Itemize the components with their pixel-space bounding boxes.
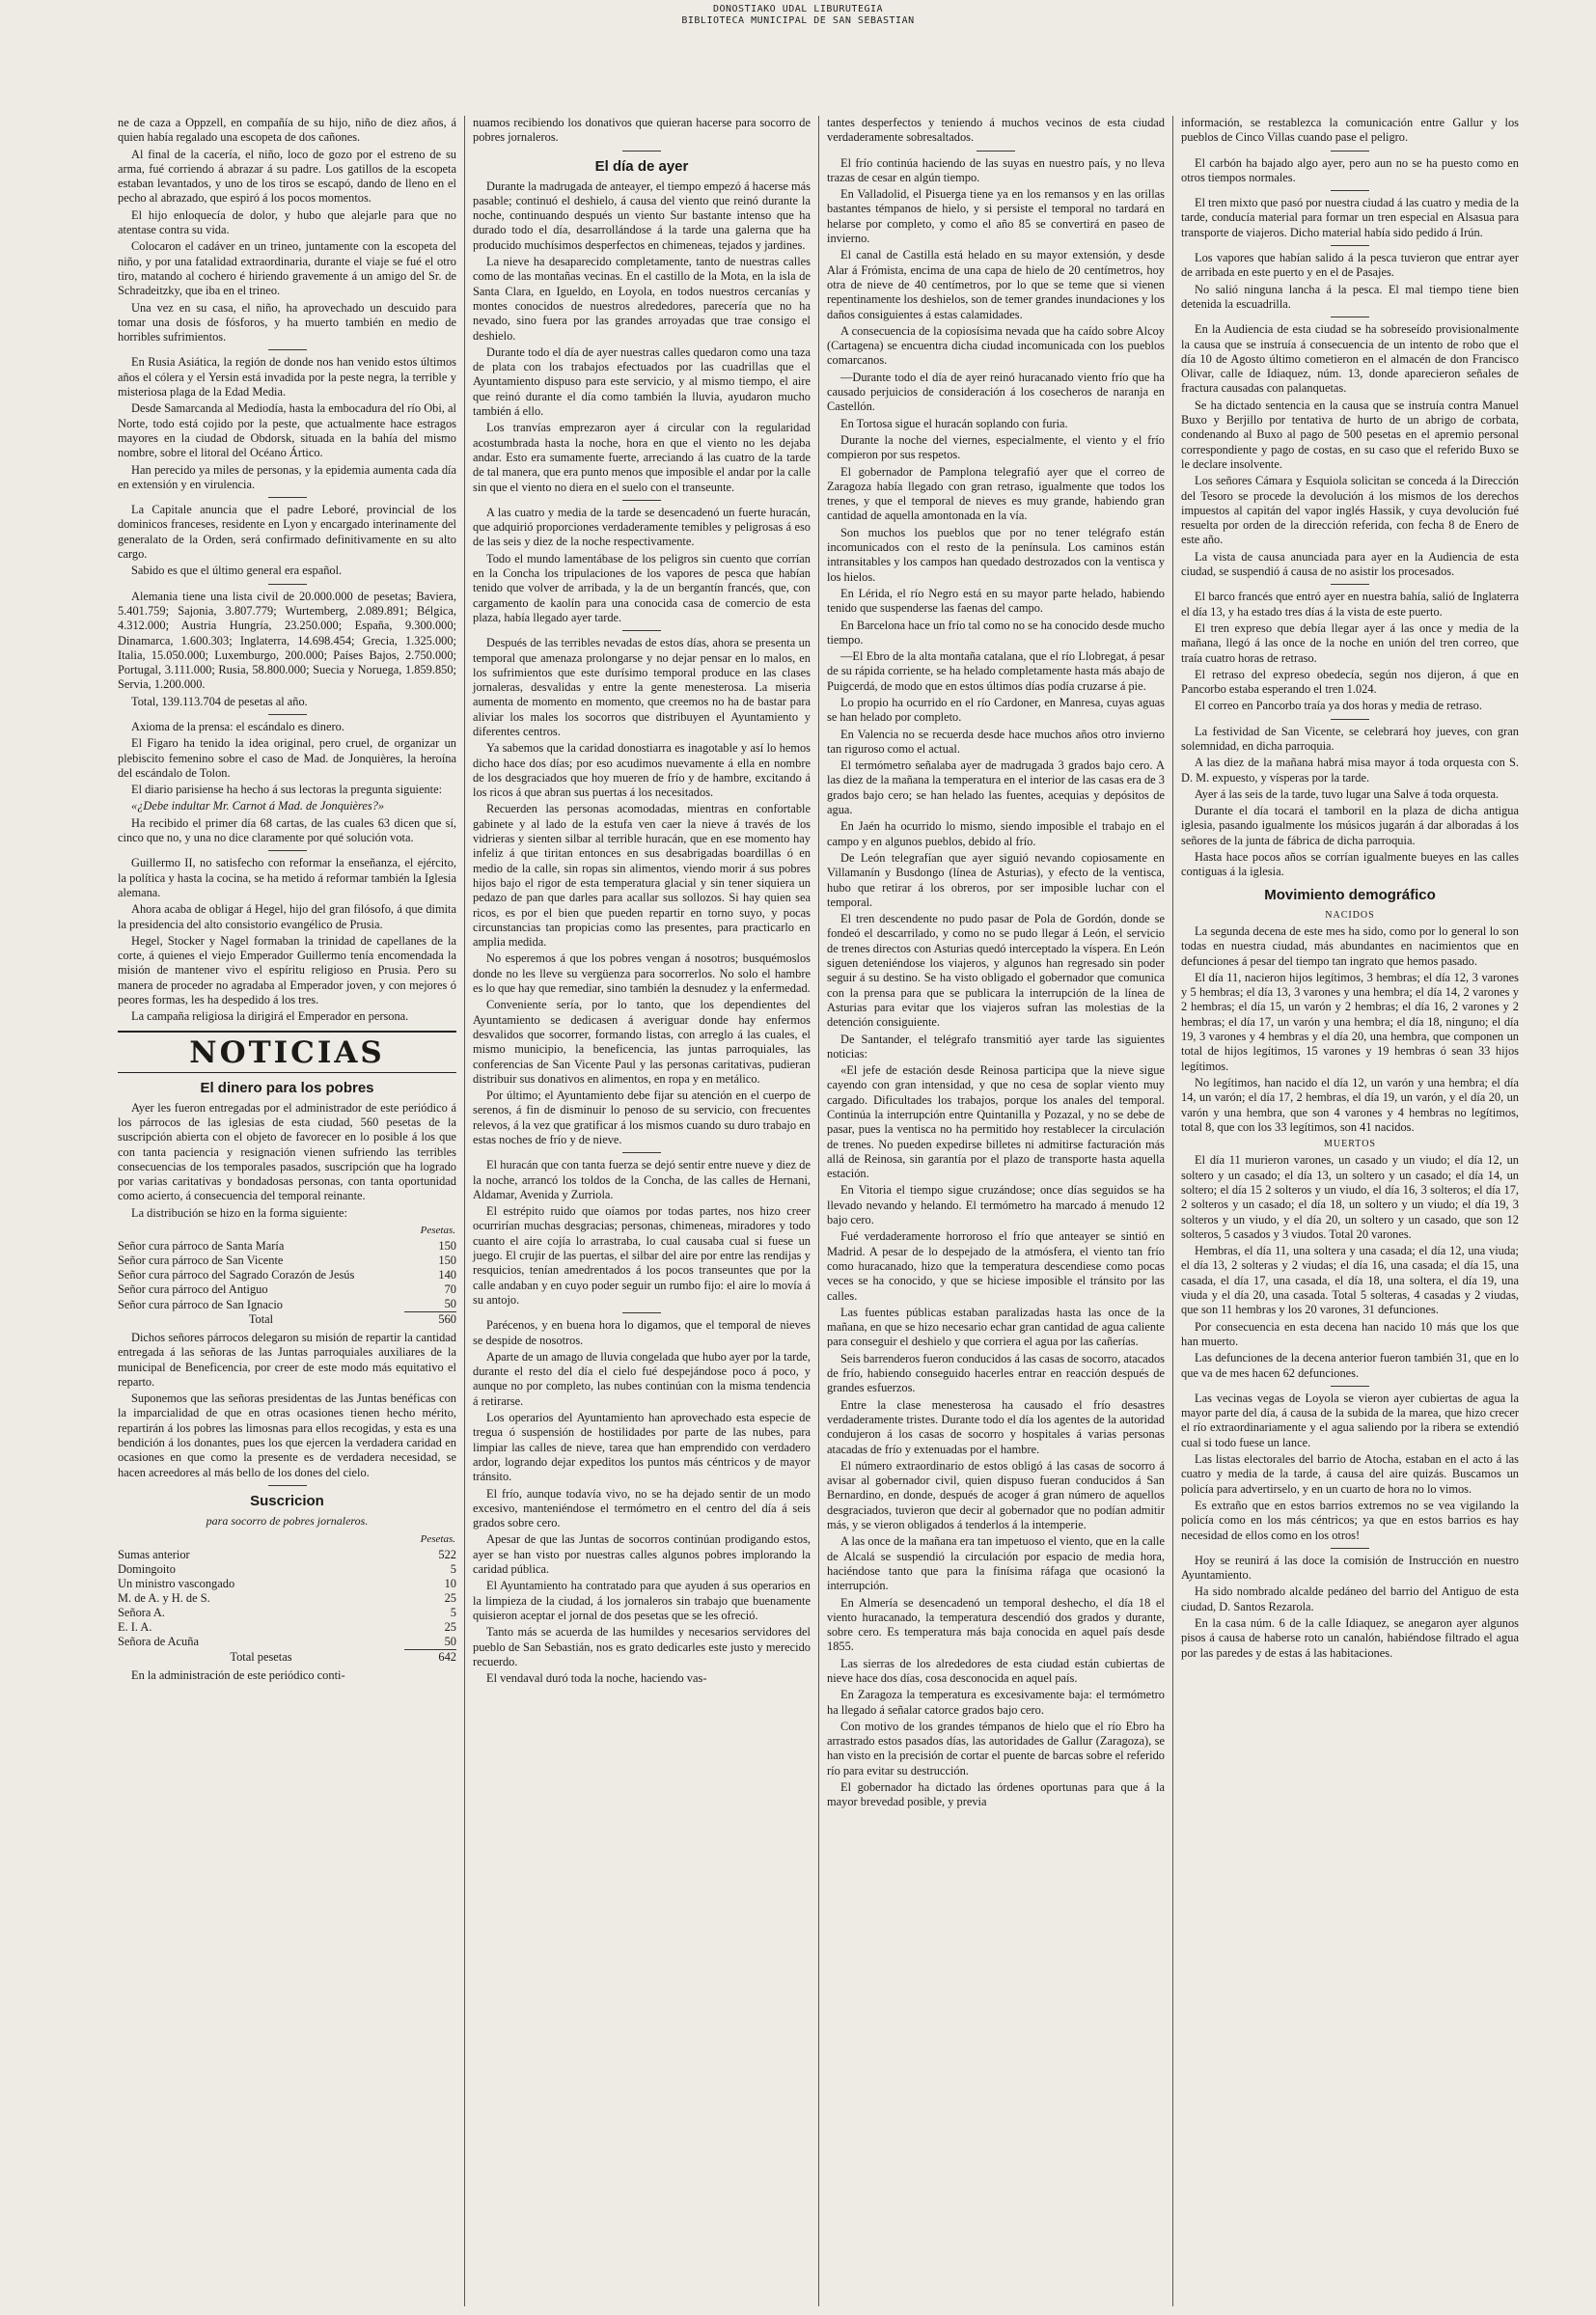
paragraph: Dichos señores párrocos delegaron su misión de repartir la cantidad entregada á las señoras de las Juntas parroquiales auxiliares de la municipal de Beneficencia, por creer de este modo más equitativo el reparto. bbox=[118, 1331, 456, 1389]
paragraph: El hijo enloquecía de dolor, y hubo que alejarle para que no atentase contra su vida. bbox=[118, 207, 456, 237]
subscription-table bbox=[118, 1531, 456, 1665]
ledger-name: Señor cura párroco de San Ignacio bbox=[118, 1297, 283, 1311]
paragraph: El Ayuntamiento ha contratado para que ayuden á sus operarios en la limpieza de la ciudad, á los jornaleros sin trabajo que buenamente quisieron aceptar el jornal de dos pesetas que se les ofreció. bbox=[473, 1579, 811, 1622]
total-amount: 642 bbox=[404, 1649, 456, 1665]
divider bbox=[1331, 1548, 1369, 1549]
paragraph: A consecuencia de la copiosísima nevada que ha caído sobre Alcoy (Cartagena) se encuentra dicha ciudad incomunicada con los pueblos comarcanos. bbox=[827, 323, 1165, 368]
distribution-table bbox=[118, 1223, 456, 1327]
paragraph: En Almería se desencadenó un temporal deshecho, el día 18 el viento huracanado, la temperatura descendió dos grados y durante, sobre cero. Es temperatura más baja conocida en aquel país desde 1855. bbox=[827, 1595, 1165, 1654]
donor-amount: 5 bbox=[450, 1561, 456, 1576]
divider bbox=[977, 151, 1015, 152]
section-rule bbox=[118, 1031, 456, 1033]
paragraph: El vendaval duró toda la noche, haciendo vas- bbox=[486, 1671, 707, 1686]
paragraph: Por último; el Ayuntamiento debe fijar su atención en el cuerpo de serenos, á fin de disminuir lo penoso de su servicio, con frecuentes relevos, á la vez que gratificar á los mismos cuando su duro trabajo en estas noches de frío y de nieve. bbox=[473, 1089, 811, 1146]
paragraph: Guillermo II, no satisfecho con reformar la enseñanza, el ejército, la política y hasta la cocina, se ha metido á reformar también la Iglesia alemana. bbox=[118, 856, 456, 899]
divider bbox=[622, 630, 661, 631]
paragraph: Apesar de que las Juntas de socorros continúan prodigando estos, ayer se han visto por nuestras calles algunos pobres implorando la caridad pública. bbox=[473, 1532, 811, 1577]
library-stamp-line2: BIBLIOTECA MUNICIPAL DE SAN SEBASTIAN bbox=[681, 15, 915, 26]
paragraph: Aparte de un amago de lluvia congelada que hubo ayer por la tarde, durante el resto del día el cielo fué despejándose poco á poco, y aunque no por completo, las nubes continúan con la misma tendencia á retirarse. bbox=[473, 1349, 811, 1408]
paragraph: Durante el día tocará el tamboril en la plaza de dicha antigua iglesia, pasando igualmente los músicos jugarán á dar alboradas á los señores de la junta de fábrica de dicha parroquia. bbox=[1181, 804, 1519, 847]
paragraph: En Vitoria el tiempo sigue cruzándose; once días seguidos se ha llevado nevando y helando. El termómetro ha marcado á menudo 12 bajo cero. bbox=[827, 1183, 1165, 1227]
table-row bbox=[118, 1577, 456, 1591]
donor-name: E. I. A. bbox=[118, 1619, 152, 1634]
paragraph: Hembras, el día 11, una soltera y una casada; el día 12, una viuda; el día 13, 2 solteras y 2 viudas; el día 16, una casada; el día 15, una casada, el día 17, una casada, el día 18, una soltera, el día 19, una viuda y el día 20, una casada. Total 5 solteras, 4 casadas y 2 viudas, que son 11 hembras y los 20 varones, 31 defunciones. bbox=[1181, 1244, 1519, 1317]
paragraph: La nieve ha desaparecido completamente, tanto de nuestras calles como de las montañas vecinas. En el castillo de la Mota, en la isla de Santa Clara, en Igueldo, en Loyola, en todos nuestros cercanías y montes conocidos de nuestros alrededores, parecería que no ha nevado, sino fuera por las grandes arroyadas que trae consigo el deshielo. bbox=[473, 255, 811, 343]
paragraph: En Valladolid, el Pisuerga tiene ya en los remansos y en las orillas bastantes témpanos de hielo, y si persiste el temporal no tardará en helarse por completo, y como el año 85 se convertirá en paseo de invierno. bbox=[827, 187, 1165, 246]
paragraph: Total, 139.113.704 de pesetas al año. bbox=[131, 694, 308, 708]
paragraph: La Capitale anuncia que el padre Leboré, provincial de los dominicos franceses, residente en Lyon y encargado interinamente del generalato de la Orden, será confirmado definitivamente en su alto cargo. bbox=[118, 503, 456, 562]
paragraph: Axioma de la prensa: el escándalo es dinero. bbox=[131, 719, 344, 733]
paragraph: «¿Debe indultar Mr. Carnot á Mad. de Jonquières?» bbox=[131, 799, 385, 813]
paragraph: En Zaragoza la temperatura es excesivamente baja: el termómetro ha llegado á señalar catorce grados bajo cero. bbox=[827, 1688, 1165, 1717]
divider bbox=[268, 349, 307, 350]
table-row bbox=[118, 1548, 456, 1562]
library-stamp bbox=[0, 4, 1596, 27]
article-title: Movimiento demográfico bbox=[1264, 886, 1436, 903]
paragraph: De León telegrafían que ayer siguió nevando copiosamente en Villamanín y Busdongo (línea de Asturias), y efecto de la ventisca, hubo que retirar á los obreros, por ser imposible luchar con el temporal. bbox=[827, 850, 1165, 909]
paragraph: Por consecuencia en esta decena han nacido 10 más que los que han muerto. bbox=[1181, 1319, 1519, 1348]
divider bbox=[268, 497, 307, 498]
paragraph: A las diez de la mañana habrá misa mayor á toda orquesta con S. D. M. expuesto, y vísperas por la tarde. bbox=[1181, 756, 1519, 785]
column-header: Pesetas. bbox=[420, 1225, 455, 1236]
donor-amount: 522 bbox=[438, 1547, 456, 1561]
paragraph: Son muchos los pueblos que por no tener telégrafo están incomunicados con el resto de la península. Los caminos están intransitables y los campos han quedado destrozados con la ventisca y los hielos. bbox=[827, 525, 1165, 584]
donor-name: Señora de Acuña bbox=[118, 1635, 199, 1649]
paragraph: Lo propio ha ocurrido en el río Cardoner, en Manresa, cuyas aguas se han helado por completo. bbox=[827, 695, 1165, 725]
paragraph: Ayer á las seis de la tarde, tuvo lugar una Salve á toda orquesta. bbox=[1195, 786, 1500, 801]
donor-amount: 25 bbox=[444, 1590, 456, 1605]
donor-amount: 10 bbox=[444, 1576, 456, 1590]
paragraph: No legítimos, han nacido el día 12, un varón y una hembra; el día 14, un varón; el día 17, 2 hembras, el día 19, un varón, y el día 20, un varón y una hembra, que son 4 varones y 4 hembras no legítimos, total 8, que con los 33 legítimos, son 41 nacidos. bbox=[1181, 1075, 1519, 1134]
donor-name: Señora A. bbox=[118, 1605, 165, 1619]
paragraph: Al final de la cacería, el niño, loco de gozo por el estreno de su arma, fué corriendo á abrazar á su padre. Los gatillos de la escopeta estaban levantados, y uno de los tiros se escapó, dando de lleno en el pecho al abrazado, que espiró á los pocos momentos. bbox=[118, 147, 456, 206]
paragraph: No salió ninguna lancha á la pesca. El mal tiempo tiene bien detenida la escuadrilla. bbox=[1181, 282, 1519, 311]
paragraph: En Barcelona hace un frío tal como no se ha conocido desde mucho tiempo. bbox=[827, 618, 1165, 647]
paragraph: En Tortosa sigue el huracán soplando con furia. bbox=[840, 416, 1068, 430]
divider bbox=[268, 850, 307, 851]
paragraph: Durante la madrugada de anteayer, el tiempo empezó á hacerse más pasable; continuó el deshielo, á causa del viento que reinó durante la noche, continuando después un viento Sur bastante intenso que ha durado todo el día, desarrollándose á la tarde una galerna que ha producido muchísimos desperfectos en chimeneas, tejados y jardines. bbox=[473, 179, 811, 252]
paragraph: El gobernador ha dictado las órdenes oportunas para que á la mayor brevedad posible, y previa bbox=[827, 1780, 1165, 1809]
paragraph: Hoy se reunirá á las doce la comisión de Instrucción en nuestro Ayuntamiento. bbox=[1181, 1553, 1519, 1583]
table-row bbox=[118, 1620, 456, 1635]
paragraph: Con motivo de los grandes témpanos de hielo que el río Ebro ha arrastrado estos pasados días, las autoridades de Gallur (Zaragoza), se han visto en la precisión de cortar el puente de barcas sobre el referido río para evitar su destrucción. bbox=[827, 1719, 1165, 1778]
paragraph: La festividad de San Vicente, se celebrará hoy jueves, con gran solemnidad, en dicha parroquia. bbox=[1181, 724, 1519, 753]
table-row bbox=[118, 1254, 456, 1268]
donor-amount: 50 bbox=[444, 1634, 456, 1648]
table-row bbox=[118, 1635, 456, 1650]
paragraph: Se ha dictado sentencia en la causa que se instruía contra Manuel Buxo y Berjillo por tentativa de hurto de un abrigo de corbata, condenando al Buxo al pago de 500 pesetas en el apremio personal correspondiente y pago de costas, en su caso que el referido Buxo se le declare insolvente. bbox=[1181, 398, 1519, 471]
ledger-amount: 150 bbox=[438, 1254, 456, 1267]
paragraph: Ya sabemos que la caridad donostiarra es inagotable y así lo hemos dicho hace dos días; por eso acudimos nuevamente á ella en nombre de los desgraciados que hoy mueren de frío y de hambre, excitando á los ricos á que abran sus puertas á los necesitados. bbox=[473, 741, 811, 800]
paragraph: De Santander, el telégrafo transmitió ayer tarde las siguientes noticias: bbox=[827, 1032, 1165, 1061]
paragraph: La vista de causa anunciada para ayer en la Audiencia de esta ciudad, se suspendió á causa de no asistir los procesados. bbox=[1181, 549, 1519, 579]
paragraph: El correo en Pancorbo traía ya dos horas y media de retraso. bbox=[1195, 699, 1482, 713]
divider bbox=[622, 1152, 661, 1153]
paragraph: En Valencia no se recuerda desde hace muchos años otro invierno tan riguroso como el actual. bbox=[827, 727, 1165, 756]
paragraph: La distribución se hizo en la forma siguiente: bbox=[131, 1205, 347, 1220]
divider bbox=[1331, 151, 1369, 152]
paragraph: Las fuentes públicas estaban paralizadas hasta las once de la mañana, en que se hizo necesario echar gran cantidad de agua caliente para conseguir el deshielo y que corriera el agua por las cañerías. bbox=[827, 1305, 1165, 1349]
subheading-nacidos: NACIDOS bbox=[1325, 909, 1375, 921]
paragraph: En Jaén ha ocurrido lo mismo, siendo imposible el trabajo en el campo y en algunos pueblos, debido al frío. bbox=[827, 819, 1165, 848]
table-row bbox=[118, 1297, 456, 1312]
paragraph: La segunda decena de este mes ha sido, como por lo general lo son todas en nuestra ciudad, más abundantes en nacimientos que en defunciones á pesar del tiempo tan ingrato que hemos pasado. bbox=[1181, 923, 1519, 968]
paragraph: Colocaron el cadáver en un trineo, juntamente con la escopeta del niño, y por una fatalidad extraordinaria, durante el viaje se fué el otro tiro, matando al cochero é hiriendo gravemente á un amigo del Sr. de Schradeitzky, que iba en el trineo. bbox=[118, 239, 456, 298]
paragraph: El estrépito ruido que oíamos por todas partes, nos hizo creer ocurrirían muchas desgracias; personas, chimeneas, miradores y todo cuanto el aire cojía lo arrastraba, lo cual causaba cual si fuese un juego. El crujir de las puertas, el silbar del aire por entre las rendijas y resquicios, tenían amedrentados á los pocos transeuntes que por la calle andaban y en cuyo poder seguir un rumbo fijo: el aire lo movía á su antojo. bbox=[473, 1204, 811, 1307]
paragraph: En la Audiencia de esta ciudad se ha sobreseído provisionalmente la causa que se instruía á consecuencia de un intento de robo que el día 10 de Agosto último cometieron en el almacén de don Francisco Olivar, calle de Idiaquez, núm. 13, donde aparecieron señales de fractura causadas con palanquetas. bbox=[1181, 322, 1519, 396]
donor-name: M. de A. y H. de S. bbox=[118, 1590, 210, 1605]
paragraph: El tren expreso que debía llegar ayer á las once y media de la mañana, llegó á las once de la noche en unión del tren correo, que traía cuatro horas de retraso. bbox=[1181, 620, 1519, 665]
table-total-row bbox=[118, 1312, 456, 1328]
paragraph: Tanto más se acuerda de las humildes y necesarios servidores del pueblo de San Sebastián, nos es grato dedicarles este justo y merecido recuerdo. bbox=[473, 1625, 811, 1668]
paragraph: Fué verdaderamente horroroso el frío que anteayer se sintió en Madrid. A pesar de lo despejado de la atmósfera, el viento tan frío como huracanado, hizo que la temperatura descendiese como pocas veces se ha conocido, y que se hiciese imposible el tránsito por las calles. bbox=[827, 1229, 1165, 1303]
paragraph: La campaña religiosa la dirigirá el Emperador en persona. bbox=[131, 1009, 409, 1024]
paragraph: El día 11, nacieron hijos legítimos, 3 hembras; el día 12, 3 varones y 5 hembras; el día 13, 3 varones y una hembra; el día 14, 2 varones y 2 hembras; el día 15, un varón y 2 hembras; el día 16, 2 varones y 2 hembras; el día 17, un varón y una hembra; el día 18, ninguno; el día 19, 3 varones y 4 hembras y el día 20, una hembra, que componen un total de hijos legítimos, 15 varones y 19 hembras ó sean 33 hijos legítimos. bbox=[1181, 970, 1519, 1073]
paragraph: —Durante todo el día de ayer reinó huracanado viento frío que ha causado perjuicios de consideración á los cosecheros de naranja en Castellón. bbox=[827, 370, 1165, 414]
paragraph: Conveniente sería, por lo tanto, que los dependientes del Ayuntamiento se dedicasen á averiguar donde hay enfermos desvalidos que socorrer, formando listas, con arreglo á las cuales, el mismo municipio, la beneficencia, las juntas parroquiales, las conferencias de San Vicente Paul y las personas caritativas, pudieran distribuir sus donativos en alimentos, en ropa y en metálico. bbox=[473, 998, 811, 1086]
paragraph: El termómetro señalaba ayer de madrugada 3 grados bajo cero. A las diez de la mañana la temperatura en el interior de las casas era de 3 grados bajo cero; se han helado las fuentes, acequias y depósitos de agua. bbox=[827, 758, 1165, 817]
column-1 bbox=[110, 116, 464, 2306]
paragraph: El gobernador de Pamplona telegrafió ayer que el correo de Zaragoza había llegado con gran retraso, igualmente que todos los trenes, y que el temporal de nieves es muy grande, habiendo gran cantidad de aquella amontonada en la vía. bbox=[827, 464, 1165, 523]
table-row bbox=[118, 1562, 456, 1577]
table-row bbox=[118, 1282, 456, 1297]
donor-amount: 25 bbox=[444, 1619, 456, 1634]
total-amount: 560 bbox=[404, 1312, 456, 1328]
paragraph: En la casa núm. 6 de la calle Idiaquez, se anegaron ayer algunos pisos á causa de haberse roto un canalón, habiéndose filtrado el agua por las paredes y de estas á las habitaciones. bbox=[1181, 1616, 1519, 1660]
paragraph: El canal de Castilla está helado en su mayor extensión, y desde Alar á Frómista, encima de una capa de hielo de 20 centímetros, hoy otra de nieve de 40 centímetros, por lo que se teme que si vienen repentinamente los deshielos, son de temer grandes inundaciones y los daños consiguientes á estas calamidades. bbox=[827, 248, 1165, 321]
paragraph: Es extraño que en estos barrios extremos no se vea vigilando la policía como en los más céntricos; ya que en estos barrios es hay necesidad de ellos como en los otros! bbox=[1181, 1498, 1519, 1542]
paragraph: Suponemos que las señoras presidentas de las Juntas benéficas con la imparcialidad de que en otras ocasiones tienen hecho mérito, repartirán á los pobres las limosnas para ellos recogidas, y esta es una bendición á los donantes, pues los que ejercen la verdadera caridad en ocasiones en que como la presente es de verdadera necesidad, se hacen acreedores al más bello de los dones del cielo. bbox=[118, 1392, 456, 1479]
paragraph: Ha sido nombrado alcalde pedáneo del barrio del Antiguo de esta ciudad, D. Santos Rezarola. bbox=[1181, 1585, 1519, 1613]
ledger-name: Señor cura párroco del Antiguo bbox=[118, 1282, 268, 1296]
section-rule bbox=[118, 1072, 456, 1073]
paragraph: A las once de la mañana era tan impetuoso el viento, que en la calle de Alcalá se suspendió la circulación por espacio de media hora, haciéndose tanto que para la finísima ráfaga que ocasionó la interrupción. bbox=[827, 1534, 1165, 1593]
paragraph: Durante la noche del viernes, especialmente, el viento y el frío compieron por sus respetos. bbox=[827, 432, 1165, 462]
paragraph: Las defunciones de la decena anterior fueron también 31, que en lo que va de mes hacen 62 defunciones. bbox=[1181, 1351, 1519, 1380]
paragraph: Entre la clase menesterosa ha causado el frío desastres verdaderamente tristes. Durante todo el día los agentes de la autoridad condujeron á los casas de socorro y hospitales á varias personas atacadas de frío y extenuadas por el hambre. bbox=[827, 1397, 1165, 1456]
paragraph: Hasta hace pocos años se corrían igualmente bueyes en las calles contiguas á la iglesia. bbox=[1181, 850, 1519, 879]
column-3 bbox=[818, 116, 1172, 2306]
table-row bbox=[118, 1606, 456, 1620]
paragraph: El huracán que con tanta fuerza se dejó sentir entre nueve y diez de la noche, arrancó los toldos de la Concha, de las calles de Hernani, Aldamar, Avenida y Zurriola. bbox=[473, 1158, 811, 1201]
total-label: Total bbox=[248, 1312, 274, 1326]
divider bbox=[1331, 584, 1369, 585]
paragraph: El retraso del expreso obedecía, según nos dijeron, á que en Pancorbo estaba esperando el tren 1.024. bbox=[1181, 667, 1519, 697]
paragraph: No esperemos á que los pobres vengan á nosotros; busquémoslos donde no les lleve su vergüenza para socorrerlos. No solo el hambre es lo que hay que remediar, sino también la desnudez y la enfermedad. bbox=[473, 951, 811, 996]
paragraph: Todo el mundo lamentábase de los peligros sin cuento que corrían en la Concha los tripulaciones de los vapores de pesca que habían tenido que volver de arribada, y la de un bergantín francés, que, con cargamento de kaolín para una conocida casa de comercio de esta plaza, había llegado ayer tarde. bbox=[473, 551, 811, 624]
paragraph: En Lérida, el río Negro está en su mayor parte helado, habiendo tenido que suspenderse las faenas del campo. bbox=[827, 586, 1165, 616]
ledger-name: Señor cura párroco del Sagrado Corazón de Jesús bbox=[118, 1268, 355, 1282]
article-title: El día de ayer bbox=[594, 157, 689, 175]
paragraph: Los tranvías emprezaron ayer á circular con la regularidad acostumbrada hasta la noche, hora en que el viento no les dejaba andar. Esto era sumamente fuerte, arreciando á las cuatro de la tarde de tal manera, que era punto menos que imposible el andar por la calle sin que el viento no diera en el suelo con el transeunte. bbox=[473, 421, 811, 494]
table-row bbox=[118, 1239, 456, 1254]
paragraph: «El jefe de estación desde Reinosa participa que la nieve sigue cayendo con gran intensidad, y que no cesa de soplar viento muy cargado. Dificultades los trabajos, porque los anales del temporal. Continúa la interrupción entre Quintanilla y Pozazal, y no se debe de pasar, pues la ventisca no ha permitido hoy restablecer la circulación de trenes. No pueden expedirse billetes ni admitirse facturación más allá de Reinosa, sin garantía por el plazo de transporte hasta aquella estación. bbox=[827, 1063, 1165, 1181]
ledger-amount: 140 bbox=[438, 1268, 456, 1282]
paragraph: Las vecinas vegas de Loyola se vieron ayer cubiertas de agua la mayor parte del día, á causa de la subida de la marea, que hizo crecer el río extraordinariamente y el agua saliendo por la ribera se extendió cual si todo fuese un lance. bbox=[1181, 1391, 1519, 1449]
paragraph: Recuerden las personas acomodadas, mientras en confortable gabinete y al lado de la estufa ven caer la nieve á través de los vidrieras y sienten silbar al terrible huracán, que en ese momento hay infeliz á que tiritan entonces en sus desabrigadas boardillas ó en medio de la calle, sin ropas sin alimentos, viendo morir á sus pobres hijos bajo el rigor de esta temperatura glacial y sin tener siquiera un pedazo de pan que darles para acallar sus sollozos. Si hay quien sea ricos, es por el bien que pueden repartir en torno suyo, y pocas circunstancias tan propicias como las presentes, para practicarlo en amplia medida. bbox=[473, 802, 811, 950]
paragraph: Ahora acaba de obligar á Hegel, hijo del gran filósofo, á que dimita la presidencia del alto consistorio evangélico de Prusia. bbox=[118, 902, 456, 931]
newspaper-page bbox=[110, 116, 1582, 2306]
paragraph: Seis barrenderos fueron conducidos á las casas de socorro, atacados de frío, habiendo conseguido hacerles entrar en reacción después de grandes esfuerzos. bbox=[827, 1351, 1165, 1395]
paragraph: El tren descendente no pudo pasar de Pola de Gordón, donde se fondeó el descarrilado, y como no se pudo llegar á León, el servicio de trenes directos con Asturias quedó interceptado la víspera. En León siguen deteniéndose los viajeros, y algunos han regresado sin poder seguir á su destino. Se ha visto obligado el gobernador que comunica con la prensa para que se publicara la interrupción de la línea de Asturias para evitar que los viajeros sufran las molestias de la detención consiguiente. bbox=[827, 912, 1165, 1030]
column-2 bbox=[464, 116, 818, 2306]
paragraph: Los operarios del Ayuntamiento han aprovechado esta especie de tregua ó suspensión de hostilidades por parte de las nubes, para limpiar las calles de nieve, tarea que han emprendido con verdadero ardor, logrando dejar expeditos los puntos más céntricos y de mayor tránsito. bbox=[473, 1411, 811, 1484]
divider bbox=[1331, 190, 1369, 191]
paragraph: Desde Samarcanda al Mediodía, hasta la embocadura del río Obi, al Norte, todo está cojido por la peste, que actualmente hace estragos mayores en la ciudad de Obdorsk, situada en la bahía del mismo nombre, sobre el litoral del Océano Ártico. bbox=[118, 401, 456, 460]
article-title: El dinero para los pobres bbox=[200, 1079, 374, 1096]
paragraph: En Rusia Asiática, la región de donde nos han venido estos últimos años el cólera y el Yersin está invadida por la peste negra, la terrible y misteriosa plaga de la Edad Media. bbox=[118, 355, 456, 400]
paragraph: Han perecido ya miles de personas, y la epidemia aumenta cada día en extensión y en virulencia. bbox=[118, 462, 456, 491]
table-total-row bbox=[118, 1649, 456, 1665]
divider bbox=[622, 151, 661, 152]
paragraph: Alemania tiene una lista civil de 20.000.000 de pesetas; Baviera, 5.401.759; Sajonia, 3.807.779; Wurtemberg, 2.089.891; Bélgica, 4.312.000; Austria Hungría, 23.250.000; España, 9.300.000; Dinamarca, 1.600.303; Inglaterra, 14.698.454; Grecia, 1.325.000; Italia, 15.050.000; Luxemburgo, 200.000; Países Bajos, 2.750.000; Portugal, 3.111.000; Rusia, 58.800.000; Suecia y Noruega, 1.859.850; Servia, 1.200.000. bbox=[118, 589, 456, 692]
donor-amount: 5 bbox=[450, 1605, 456, 1619]
paragraph: Una vez en su casa, el niño, ha aprovechado un descuido para tomar una dosis de fósforos, y ha muerto también en medio de horribles sufrimientos. bbox=[118, 300, 456, 344]
paragraph: información, se restablezca la comunicación entre Gallur y los pueblos de Cinco Villas cuando pase el peligro. bbox=[1181, 116, 1519, 145]
paragraph: En la administración de este periódico conti- bbox=[131, 1667, 345, 1682]
paragraph: El diario parisiense ha hecho á sus lectoras la pregunta siguiente: bbox=[131, 783, 443, 797]
ledger-name: Señor cura párroco de Santa María bbox=[118, 1239, 285, 1253]
table-row bbox=[118, 1591, 456, 1606]
paragraph: —El Ebro de la alta montaña catalana, que el río Llobregat, á pesar de su rápida corriente, se ha helado completamente hasta más abajo de Puigcerdá, de modo que en estos últimos días podía cruzarse á pie. bbox=[827, 649, 1165, 693]
article-title: Suscricion bbox=[250, 1492, 324, 1509]
column-4 bbox=[1172, 116, 1527, 2306]
paragraph: Hegel, Stocker y Nagel formaban la trinidad de capellanes de la corte, á quienes el viejo Emperador Guillermo tenía encomendada la misión de mantener vivo el espíritu religioso en Prusia. Pero su manera de proceder no agradaba al Emperador joven, y con mejores ó peores formas, les ha despedido á los tres. bbox=[118, 933, 456, 1007]
paragraph: El frío continúa haciendo de las suyas en nuestro país, y no lleva trazas de cesar en algún tiempo. bbox=[827, 155, 1165, 184]
paragraph: Las sierras de los alrededores de esta ciudad están cubiertas de nieve hace dos días, cosa desconocida en aquel país. bbox=[827, 1656, 1165, 1685]
ledger-amount: 50 bbox=[444, 1297, 456, 1310]
divider bbox=[622, 500, 661, 501]
divider bbox=[268, 1485, 307, 1486]
donor-name: Un ministro vascongado bbox=[118, 1576, 235, 1590]
paragraph: El carbón ha bajado algo ayer, pero aun no se ha puesto como en otros tiempos normales. bbox=[1181, 155, 1519, 184]
ledger-amount: 70 bbox=[444, 1282, 456, 1296]
divider bbox=[1331, 1386, 1369, 1387]
paragraph: El barco francés que entró ayer en nuestra bahía, salió de Inglaterra el día 13, y ha estado tres días á la vista de este puerto. bbox=[1181, 590, 1519, 619]
paragraph: Los señores Cámara y Esquiola solicitan se conceda á la Dirección del Tesoro se procede la devolución á los mismos de los derechos impuestos al capitán del vapor inglés Hassik, y cuya devolución fué resuelta por orden de la dirección referida, con fecha 8 de Enero de este año. bbox=[1181, 474, 1519, 547]
paragraph: El frío, aunque todavía vivo, no se ha dejado sentir de un modo excesivo, manteniéndose el termómetro en el centro del día á seis grados sobre cero. bbox=[473, 1486, 811, 1530]
column-header: Pesetas. bbox=[420, 1532, 455, 1545]
library-stamp-line1: DONOSTIAKO UDAL LIBURUTEGIA bbox=[712, 4, 884, 14]
section-heading-noticias: NOTICIAS bbox=[189, 1034, 385, 1070]
ledger-amount: 150 bbox=[438, 1239, 456, 1253]
table-row bbox=[118, 1268, 456, 1282]
paragraph: El día 11 murieron varones, un casado y un viudo; el día 12, un soltero y un casado; el día 13, un soltero y un casado; el día 14, un soltero; el día 15 2 solteros y un viudo, el día 16, 3 solteros; el día 17, 2 solteros y un casado; el día 18, un soltero y un viudo; el día 19, 3 solteros y un viudo, y el día 20, un soltero y un casado, que son 12 solteros, 5 casados y 3 viudos. Total 20 varones. bbox=[1181, 1153, 1519, 1241]
paragraph: El número extraordinario de estos obligó á las casas de socorro á avisar al gobernador civil, quien dispuso fueran conducidos á San Bernardino, en donde, después de acoger á gran número de aquellos desgraciados, tuvieron que decir al gobernador que no podían admitir más, y se vieron obligados á tenderlos á la intemperie. bbox=[827, 1458, 1165, 1532]
divider bbox=[622, 1312, 661, 1313]
divider bbox=[1331, 245, 1369, 246]
paragraph: Las listas electorales del barrio de Atocha, estaban en el acto á las cuatro y media de la tarde, á causa del aire quizás. Buscamos un policía para advertirselo, y en un cuarto de hora no lo vimos. bbox=[1181, 1452, 1519, 1496]
paragraph: Los vapores que habían salido á la pesca tuvieron que entrar ayer de arribada en este puerto y en el de Pasajes. bbox=[1181, 251, 1519, 280]
paragraph: Ha recibido el primer día 68 cartas, de las cuales 63 dicen que sí, cinco que no, y una no dice claramente por qué solución vota. bbox=[118, 815, 456, 845]
paragraph: nuamos recibiendo los donativos que quieran hacerse para socorro de pobres jornaleros. bbox=[473, 116, 811, 145]
paragraph: El tren mixto que pasó por nuestra ciudad á las cuatro y media de la tarde, conducía material para formar un tren especial en Alsasua para transporte de viajeros. Dicho material había sido pedido á Irún. bbox=[1181, 196, 1519, 239]
paragraph: tantes desperfectos y teniendo á muchos vecinos de esta ciudad verdaderamente sobresaltados. bbox=[827, 116, 1165, 145]
divider bbox=[268, 584, 307, 585]
paragraph: Sabido es que el último general era español. bbox=[131, 564, 343, 578]
divider bbox=[268, 714, 307, 715]
subheading-muertos: MUERTOS bbox=[1323, 1139, 1376, 1150]
donor-name: Sumas anterior bbox=[118, 1547, 190, 1561]
total-label: Total pesetas bbox=[230, 1649, 292, 1664]
donor-name: Domingoito bbox=[118, 1561, 176, 1576]
paragraph: El Figaro ha tenido la idea original, pero cruel, de organizar un plebiscito femenino sobre el caso de Mad. de Jonquières, la heroína del escándalo de Tolon. bbox=[118, 736, 456, 780]
paragraph: A las cuatro y media de la tarde se desencadenó un fuerte huracán, que adquirió proporciones verdaderamente temibles y peligrosas á eso de las seis y diez de la noche respectivamente. bbox=[473, 505, 811, 549]
paragraph: ne de caza a Oppzell, en compañía de su hijo, niño de diez años, á quien había regalado una escopeta de dos cañones. bbox=[118, 116, 456, 145]
article-subtitle: para socorro de pobres jornaleros. bbox=[206, 1513, 369, 1528]
paragraph: Después de las terribles nevadas de estos días, ahora se presenta un temporal que amenaza prolongarse y no dejar pensar en lo malos, en los sufrimientos que este durísimo temporal produce en las clases jornaleras, desvalidas y entre la gente menesterosa. La miseria aumenta de momento en momento, que creemos no ha de bastar para aliviar los males los socorros que distribuyen el Ayuntamiento y diferentes centros. bbox=[473, 636, 811, 738]
paragraph: Parécenos, y en buena hora lo digamos, que el temporal de nieves se despide de nosotros. bbox=[473, 1318, 811, 1347]
ledger-name: Señor cura párroco de San Vicente bbox=[118, 1254, 284, 1267]
divider bbox=[1331, 719, 1369, 720]
paragraph: Ayer les fueron entregadas por el administrador de este periódico á los párrocos de las iglesias de esta ciudad, 560 pesetas de la suscripción abierta con el objeto de favorecer en lo posible á los que con tanta paciencia y resignación vienen sufriendo las terribles consecuencias de los temporales pasados, suscripción que ha logrado por varias caritativas y bondadosas personas, con tanta oportunidad como acierto, á consecuencia del temporal reinante. bbox=[118, 1100, 456, 1203]
paragraph: Durante todo el día de ayer nuestras calles quedaron como una taza de plata con los trabajos efectuados por las cuadrillas que el Ayuntamiento dispuso para este servicio, y al mismo tiempo, el aire que reinó durante el día como también la lluvia, ayudaron mucho también á ello. bbox=[473, 344, 811, 419]
